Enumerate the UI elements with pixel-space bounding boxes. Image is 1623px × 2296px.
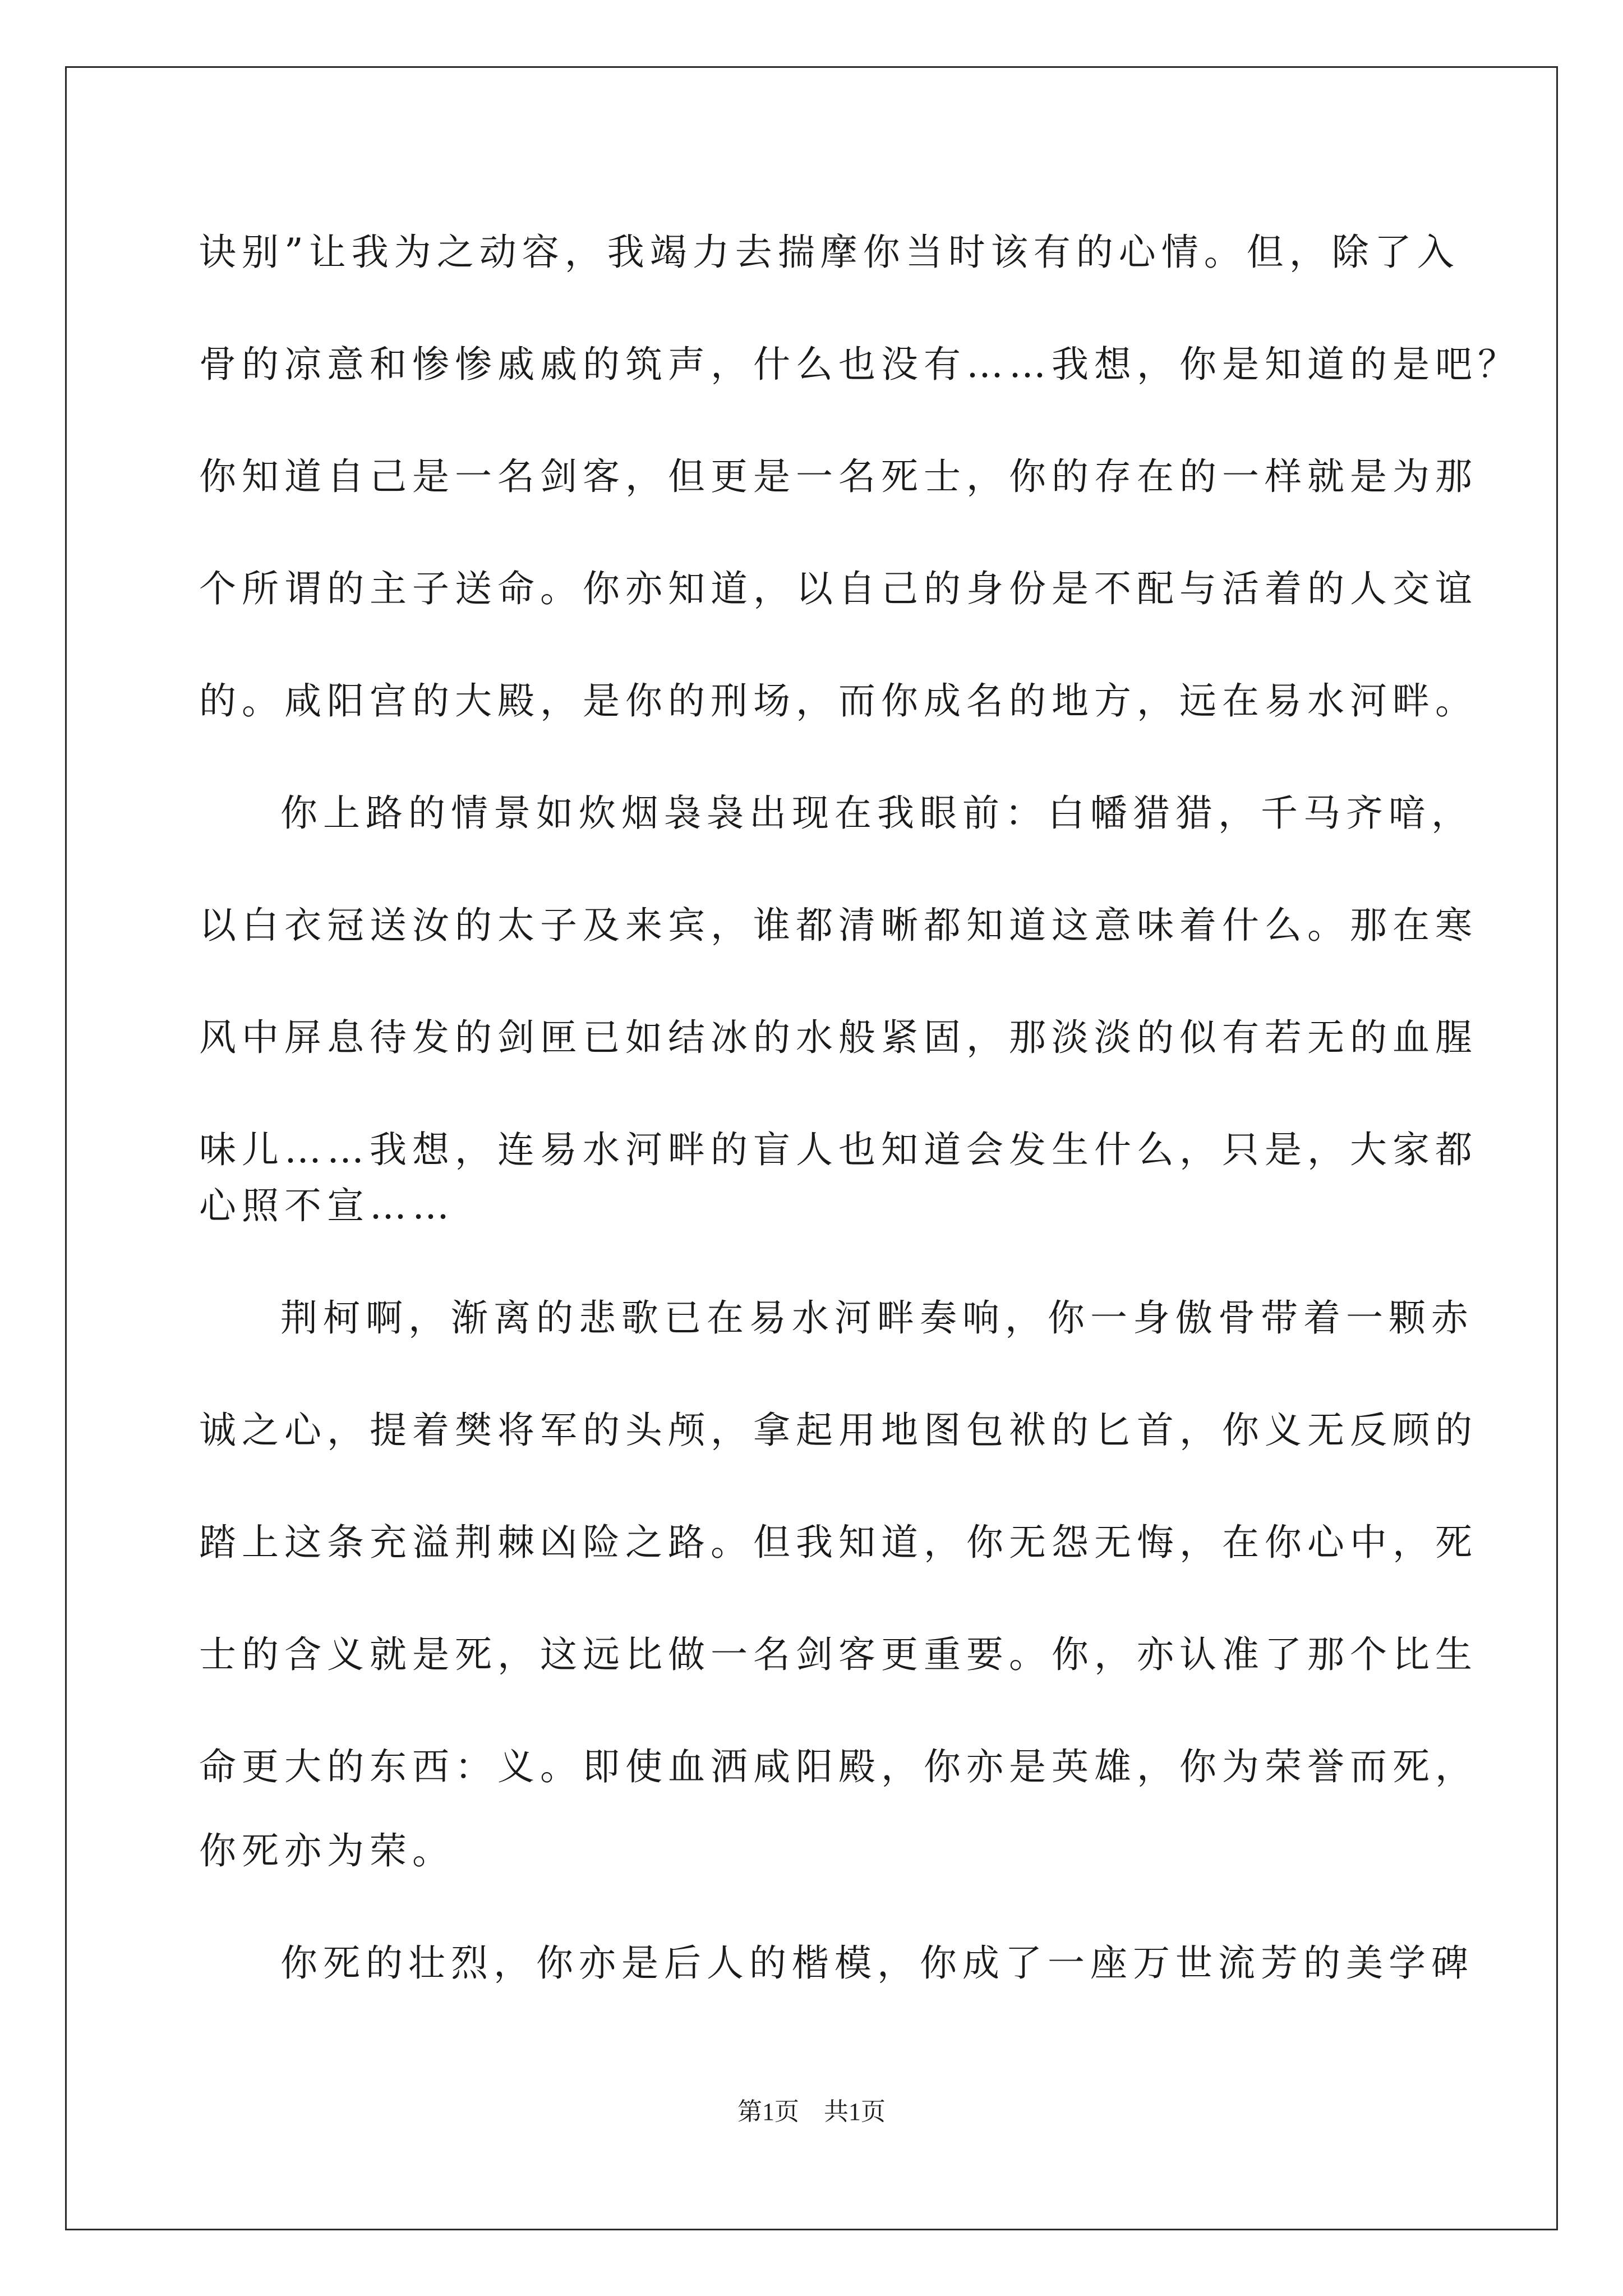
paragraph-first-line: 你上路的情景如炊烟袅袅出现在我眼前：白幡猎猎，千马齐喑， <box>280 792 1474 835</box>
paragraph-first-line: 你死的壮烈，你亦是后人的楷模，你成了一座万世流芳的美学碑 <box>280 1941 1474 1985</box>
text-line: 命更大的东西：义。即使血洒咸阳殿，你亦是英雄，你为荣誉而死， <box>199 1745 1478 1788</box>
text-line: 你知道自己是一名剑客，但更是一名死士，你的存在的一样就是为那 <box>199 455 1478 498</box>
page-total: 共1页 <box>824 2098 886 2125</box>
text-line: 诚之心，提着樊将军的头颅，拿起用地图包袱的匕首，你义无反顾的 <box>199 1409 1478 1452</box>
text-line: 的。咸阳宫的大殿，是你的刑场，而你成名的地方，远在易水河畔。 <box>199 679 1478 723</box>
text-line: 士的含义就是死，这远比做一名剑客更重要。你，亦认准了那个比生 <box>199 1633 1478 1676</box>
text-line: 风中屏息待发的剑匣已如结冰的水般紧固，那淡淡的似有若无的血腥 <box>199 1016 1478 1059</box>
text-line: 你死亦为荣。 <box>199 1829 455 1872</box>
page-number: 第1页 <box>737 2098 799 2125</box>
paragraph-first-line: 荆柯啊，渐离的悲歌已在易水河畔奏响，你一身傲骨带着一颗赤 <box>280 1296 1474 1340</box>
text-line: 味儿……我想，连易水河畔的盲人也知道会发生什么，只是，大家都 <box>199 1128 1478 1171</box>
text-line: 个所谓的主子送命。你亦知道，以自己的身份是不配与活着的人交谊 <box>199 567 1478 610</box>
text-line: 以白衣冠送汝的太子及来宾，谁都清晰都知道这意味着什么。那在寒 <box>199 904 1478 947</box>
text-line: 诀别”让我为之动容，我竭力去揣摩你当时该有的心情。但，除了入 <box>199 231 1460 274</box>
text-line: 心照不宣…… <box>199 1184 455 1227</box>
text-line: 踏上这条充溢荆棘凶险之路。但我知道，你无怨无悔，在你心中，死 <box>199 1521 1478 1564</box>
text-line: 骨的凉意和惨惨戚戚的筑声，什么也没有……我想，你是知道的是吧？ <box>199 343 1520 386</box>
page-footer <box>0 2095 1623 2129</box>
